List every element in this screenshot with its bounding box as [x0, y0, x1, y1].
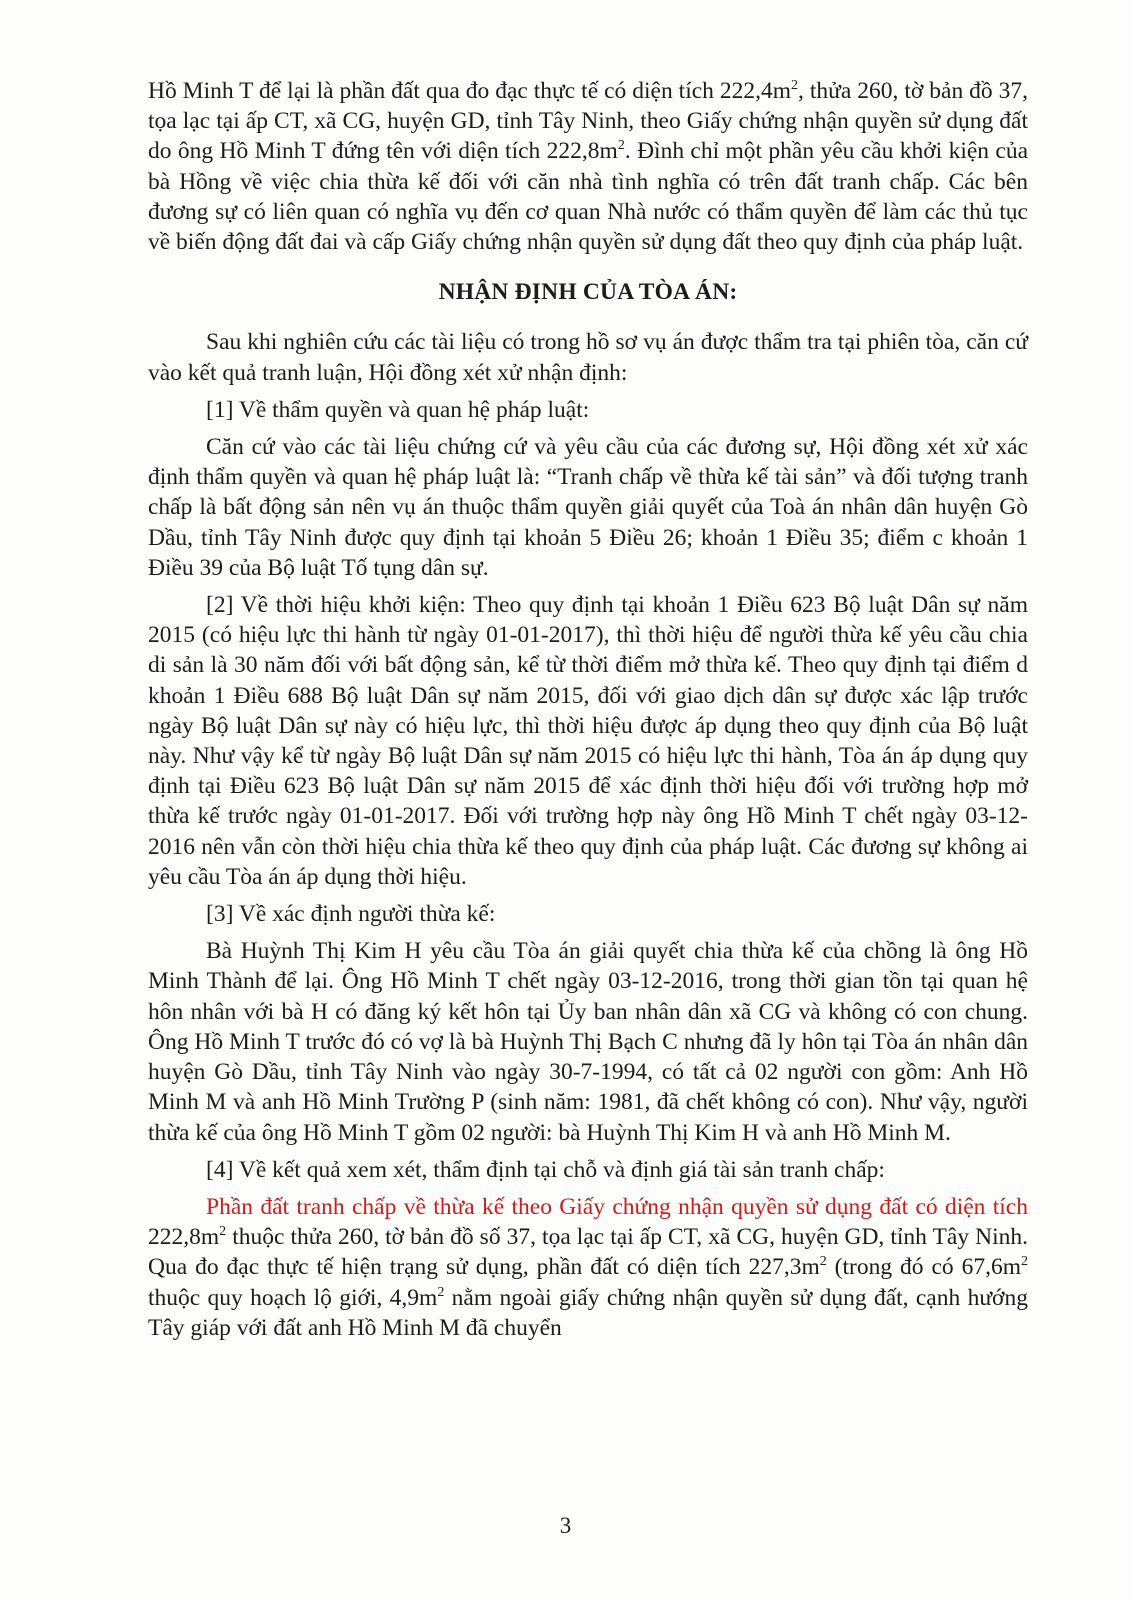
highlighted-text: Phần đất tranh chấp về thừa kế theo Giấy chứng nhận quyền sử dụng đất có diện tích: [206, 1193, 1028, 1220]
paragraph-jurisdiction: Căn cứ vào các tài liệu chứng cứ và yêu cầu của các đương sự, Hội đồng xét xử xác định thẩm quyền và quan hệ pháp luật là: “Tranh chấp về thừa kế tài sản” và đối tượng tranh chấp là bất động sản nên vụ án thuộc thẩm quyền giải quyết của Toà án nhân dân huyện Gò Dầu, tỉnh Tây Ninh được quy định tại khoản 5 Điều 26; khoản 1 Điều 35; điểm c khoản 1 Điều 39 của Bộ luật Tố tụng dân sự.: [148, 434, 1028, 581]
text-run: nằm ngoài giấy chứng nhận quyền sử dụng đất, cạnh hướng Tây giáp với đất anh Hồ Minh M đã chuyển: [148, 1284, 1028, 1341]
text-run: Hồ Minh T để lại là phần đất qua đo đạc thực tế có diện tích 222,4m: [148, 78, 792, 104]
page-number: 3: [559, 1513, 572, 1538]
paragraph-heirs: Bà Huỳnh Thị Kim H yêu cầu Tòa án giải quyết chia thừa kế của chồng là ông Hồ Minh Thành để lại. Ông Hồ Minh T chết ngày 03-12-2016, trong thời gian tồn tại quan hệ hôn nhân với bà H có đăng ký kết hôn tại Ủy ban nhân dân xã CG và không có con chung. Ông Hồ Minh T trước đó có vợ là bà Huỳnh Thị Bạch C nhưng đã ly hôn tại Tòa án nhân dân huyện Gò Dầu, tỉnh Tây Ninh vào ngày 30-7-1994, có tất cả 02 người con gồm: Anh Hồ Minh M và anh Hồ Minh Trường P (sinh năm: 1981, đã chết không có con). Như vậy, người thừa kế của ông Hồ Minh T gồm 02 người: bà Huỳnh Thị Kim H và anh Hồ Minh M.: [148, 938, 1028, 1146]
section-heading: NHẬN ĐỊNH CỦA TÒA ÁN:: [438, 279, 738, 306]
superscript: 2: [791, 78, 799, 93]
paragraph-heading-3: [3] Về xác định người thừa kế:: [206, 901, 496, 928]
superscript: 2: [1021, 1254, 1029, 1270]
text-run: (trong đó có 67,6m: [826, 1254, 1022, 1281]
superscript: 2: [819, 1254, 827, 1270]
superscript: 2: [437, 1284, 445, 1300]
text-run: thuộc quy hoạch lộ giới, 4,9m: [148, 1284, 438, 1311]
text-run: thuộc thửa 260, tờ bản đồ số 37, tọa lạc tại ấp CT, xã CG, huyện GD, tỉnh Tây Ninh. Qua đo đạc thực tế hiện trạng sử dụng, phần đất có diện tích 227,3m: [148, 1224, 1028, 1281]
paragraph-continuation: [148, 76, 1028, 257]
text-run: . Đình chỉ một phần yêu cầu khởi kiện của bà Hồng về việc chia thừa kế đối với căn nhà tình nghĩa có trên đất tranh chấp. Các bên đương sự có liên quan có nghĩa vụ đến cơ quan Nhà nước có thẩm quyền để làm các thủ tục về biến động đất đai và cấp Giấy chứng nhận quyền sử dụng đất theo quy định của pháp luật.: [148, 138, 1029, 256]
text-run: , thửa 260, tờ bản đồ 37, tọa lạc tại ấp CT, xã CG, huyện GD, tỉnh Tây Ninh, theo Giấy chứng nhận quyền sử dụng đất do ông Hồ Minh T đứng tên với diện tích 222,8m: [148, 78, 1028, 165]
paragraph-heading-1: [1] Về thẩm quyền và quan hệ pháp luật:: [206, 396, 590, 423]
paragraph-heading-4: [4] Về kết quả xem xét, thẩm định tại chỗ và định giá tài sản tranh chấp:: [206, 1156, 885, 1183]
text-run: 222,8m: [148, 1224, 220, 1251]
superscript: 2: [617, 138, 625, 154]
paragraph-limitation: [2] Về thời hiệu khởi kiện: Theo quy định tại khoản 1 Điều 623 Bộ luật Dân sự năm 2015 (có hiệu lực thi hành từ ngày 01-01-2017), thì thời hiệu để người thừa kế yêu cầu chia di sản là 30 năm đối với bất động sản, kể từ thời điểm mở thừa kế. Theo quy định tại điểm d khoản 1 Điều 688 Bộ luật Dân sự năm 2015, đối với giao dịch dân sự được xác lập trước ngày Bộ luật Dân sự này có hiệu lực, thì thời hiệu được áp dụng theo quy định của Bộ luật này. Như vậy kể từ ngày Bộ luật Dân sự năm 2015 có hiệu lực thi hành, Tòa án áp dụng quy định tại Điều 623 Bộ luật Dân sự năm 2015 để xác định thời hiệu đối với trường hợp mở thừa kế trước ngày 01-01-2017. Đối với trường hợp này ông Hồ Minh T chết ngày 03-12-2016 nên vẫn còn thời hiệu chia thừa kế theo quy định của pháp luật. Các đương sự không ai yêu cầu Tòa án áp dụng thời hiệu.: [148, 592, 1028, 890]
paragraph-land-details: [148, 1192, 1028, 1343]
document-body: [148, 76, 1028, 1343]
paragraph-intro: Sau khi nghiên cứu các tài liệu có trong hồ sơ vụ án được thẩm tra tại phiên tòa, căn cứ vào kết quả tranh luận, Hội đồng xét xử nhận định:: [148, 329, 1028, 386]
superscript: 2: [219, 1224, 227, 1240]
